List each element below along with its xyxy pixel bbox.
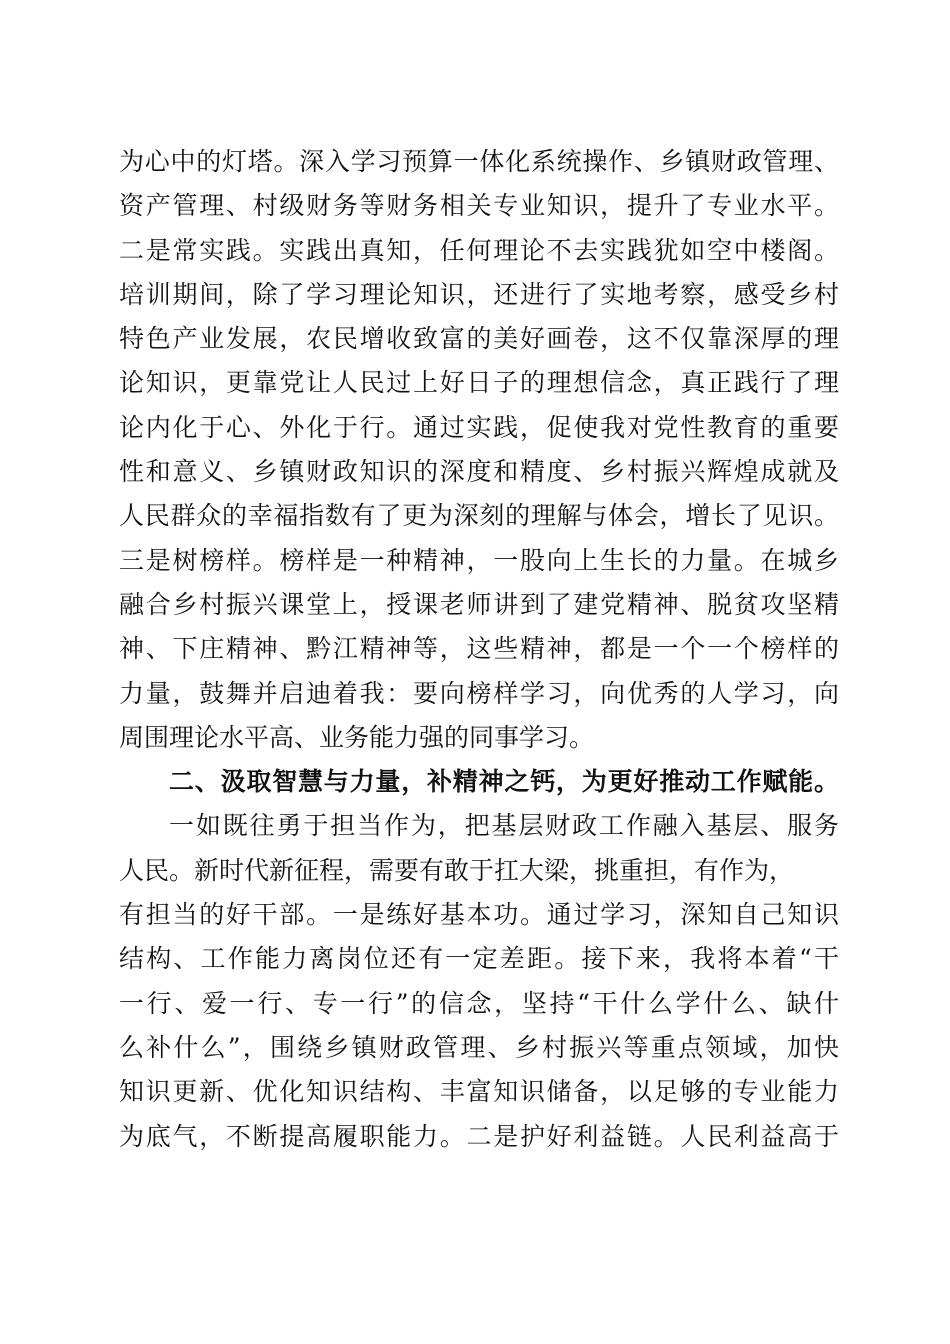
text-line: 么补什么”，围绕乡镇财政管理、乡村振兴等重点领域，加快 xyxy=(119,1032,839,1062)
text-line: 性和意义、乡镇财政知识的深度和精度、乡村振兴辉煌成就及 xyxy=(119,457,839,487)
section-heading: 二、汲取智慧与力量，补精神之钙，为更好推动工作赋能。 xyxy=(169,767,839,797)
text-line: 特色产业发展，农民增收致富的美好画卷，这不仅靠深厚的理 xyxy=(119,324,839,354)
text-line: 二是常实践。实践出真知，任何理论不去实践犹如空中楼阁。 xyxy=(119,235,839,265)
text-line: 人民群众的幸福指数有了更为深刻的理解与体会，增长了见识。 xyxy=(119,501,839,531)
text-line: 周围理论水平高、业务能力强的同事学习。 xyxy=(119,722,595,752)
text-line: 为底气，不断提高履职能力。二是护好利益链。人民利益高于 xyxy=(119,1121,839,1151)
text-line: 三是树榜样。榜样是一种精神，一股向上生长的力量。在城乡 xyxy=(119,545,839,575)
text-line: 有担当的好干部。一是练好基本功。通过学习，深知自己知识 xyxy=(119,900,839,930)
text-line: 融合乡村振兴课堂上，授课老师讲到了建党精神、脱贫攻坚精 xyxy=(119,589,839,619)
text-line: 人民。新时代新征程，需要有敢于扛大梁，挑重担，有作为， xyxy=(119,855,795,885)
text-line: 论内化于心、外化于行。通过实践，促使我对党性教育的重要 xyxy=(119,412,839,442)
text-line: 为心中的灯塔。深入学习预算一体化系统操作、乡镇财政管理、 xyxy=(119,147,839,176)
text-line: 知识更新、优化知识结构、丰富知识储备，以足够的专业能力 xyxy=(119,1077,839,1107)
text-line: 一如既往勇于担当作为，把基层财政工作融入基层、服务 xyxy=(169,811,839,841)
body-text xyxy=(119,140,839,1159)
text-line: 资产管理、村级财务等财务相关专业知识，提升了专业水平。 xyxy=(119,191,839,221)
text-line: 论知识，更靠党让人民过上好日子的理想信念，真正践行了理 xyxy=(119,368,839,398)
text-line: 一行、爱一行、专一行”的信念，坚持“干什么学什么、缺什 xyxy=(119,988,839,1018)
text-line: 力量，鼓舞并启迪着我：要向榜样学习，向优秀的人学习，向 xyxy=(119,678,839,708)
text-line: 神、下庄精神、黔江精神等，这些精神，都是一个一个榜样的 xyxy=(119,634,839,664)
text-line: 培训期间，除了学习理论知识，还进行了实地考察，感受乡村 xyxy=(119,279,839,309)
text-line: 结构、工作能力离岗位还有一定差距。接下来，我将本着“干 xyxy=(119,944,839,974)
